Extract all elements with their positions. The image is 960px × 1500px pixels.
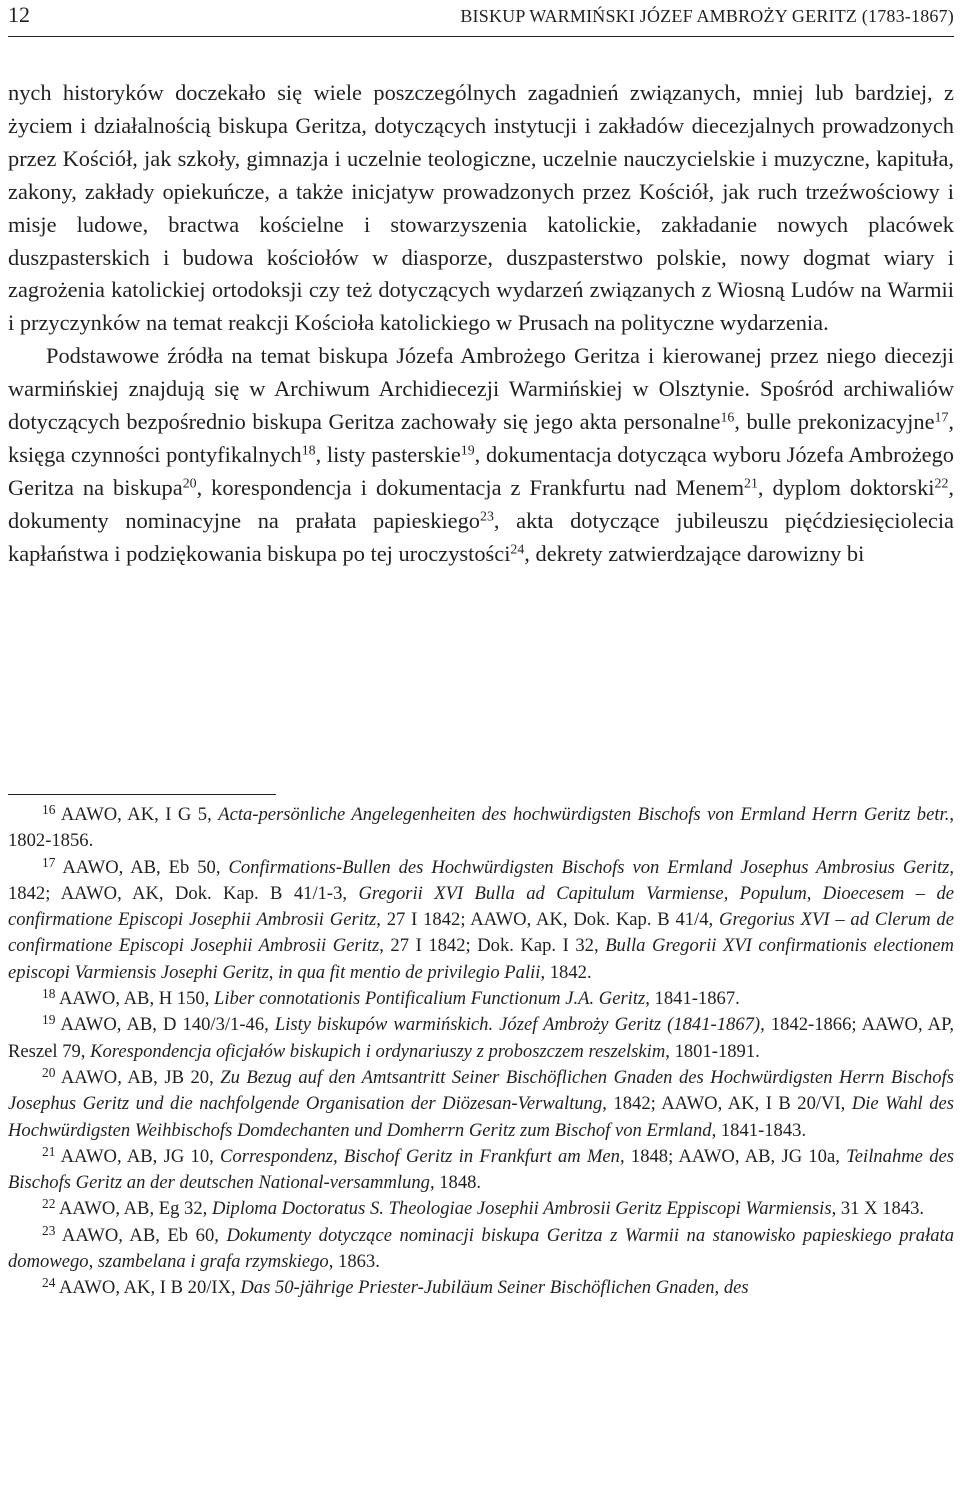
footnote-text: , 1841-1843. <box>711 1119 807 1141</box>
footnote-number: 20 <box>42 1064 56 1080</box>
running-title: BISKUP WARMIŃSKI JÓZEF AMBROŻY GERITZ (1783-1867) <box>460 6 954 26</box>
footnote-ref-17[interactable]: 17 <box>934 410 949 426</box>
footnote-text: , 1848. <box>429 1172 482 1194</box>
text-run: , dyplom doktorski <box>757 474 935 500</box>
footnote-ref-16[interactable]: 16 <box>720 410 735 426</box>
footnote-text: , 1841-1867. <box>645 988 740 1010</box>
footnote-title: Gregorii XVI Bulla ad Capitulum Varmiense, Populum, Dioecesem – de confirmatione Episcopi Josephii Ambrosii Geritz <box>8 882 954 931</box>
footnote-16 <box>8 802 954 855</box>
text-run: , listy pasterskie <box>315 441 461 467</box>
footnote-text: , 1802-1856. <box>8 804 955 852</box>
footnote-ref-19[interactable]: 19 <box>460 443 475 459</box>
text-run: , akta dotyczące jubileuszu pięćdziesięciolecia kapłaństwa i podziękowania biskupa po tej uroczystości <box>8 507 954 566</box>
footnote-text: , 1842; AAWO, AK, Dok. Kap. B 41/1-3, <box>8 856 955 904</box>
footnote-text: , 1842-1866; AAWO, AP, Reszel 79, <box>8 1014 955 1062</box>
footnote-ref-24[interactable]: 24 <box>510 542 525 558</box>
footnote-text: AAWO, AB, JG 10, <box>60 1145 221 1167</box>
footnote-title: Gregorius XVI – ad Clerum de confirmatione Episcopi Josephii Ambrosii Geritz <box>8 909 954 957</box>
footnote-ref-20[interactable]: 20 <box>182 476 197 492</box>
text-run: Podstawowe źródła na temat biskupa Józefa Ambrożego Geritza i kierowanej przez niego diecezji warmińskiej znajdują się w Archiwum Archidiecezji Warmińskiej w Olsztynie. Spośród archiwaliów dotyczących bezpośrednio biskupa Geritza zachowały się jego akta personalne <box>8 343 954 435</box>
footnote-text: , 27 I 1842; Dok. Kap. I 32, <box>379 935 606 957</box>
footnote-19 <box>8 1012 954 1065</box>
footnote-title: Das 50-jährige Priester-Jubiläum Seiner Bischöflichen Gnaden, des <box>240 1277 749 1299</box>
footnote-ref-18[interactable]: 18 <box>301 443 316 459</box>
footnote-text: , 1801-1891. <box>665 1040 760 1062</box>
text-run: , dekrety zatwierdzające darowizny bi <box>524 540 865 566</box>
footnote-text: , 1848; AAWO, AB, JG 10a, <box>619 1145 847 1167</box>
text-run: , dokumenty nominacyjne na prałata papieskiego <box>8 474 954 533</box>
footnote-number: 21 <box>42 1143 56 1159</box>
footnote-title: Teilnahme des Bischofs Geritz an der deutschen National-versammlung <box>8 1145 954 1194</box>
footnote-text: AAWO, AB, D 140/3/1-46, <box>60 1014 275 1036</box>
footnote-text: AAWO, AB, Eb 50, <box>62 856 229 878</box>
footnote-18 <box>8 986 954 1012</box>
footnote-title: Zu Bezug auf den Amtsantritt Seiner Bischöflichen Gnaden des Hochwürdigsten Herrn Bischofs Josephus Geritz und die nachfolgende Organisation der Diözesan-Verwaltung <box>8 1066 955 1115</box>
footnote-text: , 27 I 1842; AAWO, AK, Dok. Kap. B 41/4, <box>376 909 720 931</box>
footnote-number: 19 <box>42 1012 56 1028</box>
footnote-text: AAWO, AK, I G 5, <box>60 804 219 825</box>
footnote-20 <box>8 1065 954 1144</box>
page-number: 12 <box>8 2 30 27</box>
header-rule <box>8 36 954 37</box>
footnote-number: 16 <box>42 801 56 817</box>
footnote-title: Liber connotationis Pontificalium Functionum J.A. Geritz <box>214 988 646 1010</box>
footnote-title: Dokumenty dotyczące nominacji biskupa Geritza z Warmii na stanowisko papieskiego prałata domowego, szambelana i grafa rzymskiego <box>8 1224 954 1273</box>
text-run: , dokumentacja dotycząca wyboru Józefa Ambrożego Geritza na biskupa <box>8 441 954 500</box>
footnote-number: 17 <box>42 854 56 870</box>
footnote-text: AAWO, AB, H 150, <box>59 988 215 1010</box>
footnote-number: 24 <box>42 1275 56 1291</box>
footnote-text: AAWO, AB, Eb 60, <box>61 1224 227 1246</box>
footnote-text: AAWO, AK, I B 20/IX, <box>59 1277 241 1299</box>
text-run: , księga czynności pontyfikalnych <box>8 409 954 467</box>
footnote-24 <box>8 1275 954 1301</box>
footnote-ref-21[interactable]: 21 <box>744 476 758 492</box>
footnote-number: 22 <box>42 1196 56 1212</box>
footnote-text: , 1842. <box>540 961 592 983</box>
footnote-title: Correspondenz, Bischof Geritz in Frankfurt am Men <box>220 1145 620 1167</box>
footnote-ref-22[interactable]: 22 <box>934 476 949 492</box>
footnote-text: , 1863. <box>328 1251 380 1273</box>
text-run: , korespondencja i dokumentacja z Frankfurtu nad Menem <box>196 474 744 500</box>
footnote-text: AAWO, AB, Eg 32, <box>59 1198 212 1220</box>
footnote-title: Confirmations-Bullen des Hochwürdigsten Bischofs von Ermland Josephus Ambrosius Geritz <box>228 856 950 878</box>
footnote-title: Listy biskupów warmińskich. Józef Ambroży Geritz (1841-1867) <box>274 1014 761 1036</box>
footnote-text: , 31 X 1843. <box>831 1198 925 1220</box>
footnote-ref-23[interactable]: 23 <box>480 509 494 525</box>
footnote-number: 18 <box>42 986 56 1002</box>
footnote-21 <box>8 1144 954 1197</box>
paragraph-1: nych historyków doczekało się wiele poszczególnych zagadnień związanych, mniej lub bardziej, z życiem i działalnością biskupa Geritza, dotyczących instytucji i zakładów diecezjalnych prowadzonych przez Kościół, jak szkoły, gimnazja i uczelnie teologiczne, uczelnie nauczycielskie i muzyczne, kapituła, zakony, zakłady opiekuńcze, a także inicjatyw prowadzonych przez Kościół, jak ruch trzeźwościowy i misje ludowe, bractwa kościelne i stowarzyszenia katolickie, zakładanie nowych placówek duszpasterskich i budowa kościołów w diasporze, duszpasterstwo polskie, nowy dogmat wiary i zagrożenia katolickiej ortodoksji czy też dotyczących wydarzeń związanych z Wiosną Ludów na Warmii i przyczynków na temat reakcji Kościoła katolickiego w Prusach na polityczne wydarzenia. <box>8 80 954 336</box>
footnote-23 <box>8 1223 954 1276</box>
footnote-title: Bulla Gregorii XVI confirmationis electionem episcopi Varmiensis Josephi Geritz, in qua fit mentio de privilegio Palii <box>8 935 954 983</box>
footnote-title: Korespondencja oficjałów biskupich i ordynariuszy z proboszczem reszelskim <box>90 1040 666 1062</box>
footnote-title: Diploma Doctoratus S. Theologiae Josephii Ambrosii Geritz Eppiscopi Warmiensis <box>211 1198 832 1220</box>
footnote-title: Die Wahl des Hochwürdigsten Weihbischofs Domdechanten und Domherrn Geritz zum Bischof von Ermland <box>8 1093 954 1141</box>
footnote-title: Acta-persönliche Angelegenheiten des hochwürdigsten Bischofs von Ermland Herrn Geritz betr. <box>218 804 950 825</box>
footnote-separator <box>8 794 276 795</box>
footnote-17 <box>8 855 954 986</box>
text-run: , bulle prekonizacyjne <box>734 409 935 435</box>
footnote-number: 23 <box>42 1222 56 1238</box>
footnote-text: , 1842; AAWO, AK, I B 20/VI, <box>602 1093 852 1115</box>
footnotes <box>8 802 954 1302</box>
main-text <box>8 77 954 571</box>
footnote-text: AAWO, AB, JB 20, <box>60 1066 221 1088</box>
paragraph-2 <box>8 340 954 570</box>
footnote-22 <box>8 1196 954 1222</box>
